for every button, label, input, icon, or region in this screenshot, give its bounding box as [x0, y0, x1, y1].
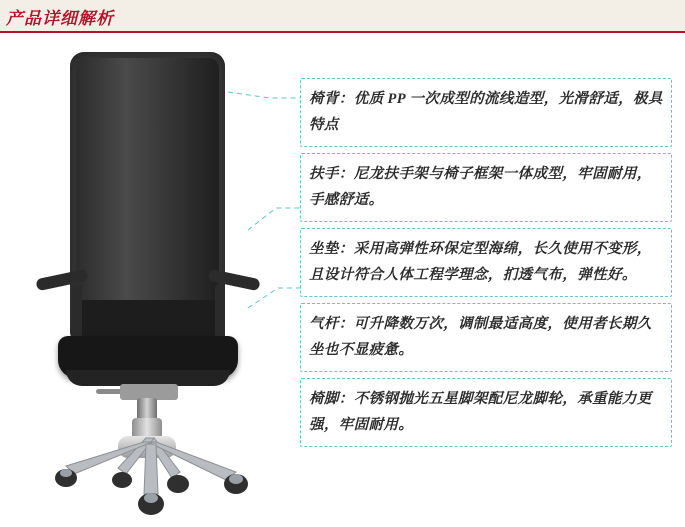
chair-back-shell: [70, 52, 225, 342]
detail-text: 气杆：可升降数万次，调制最适高度，使用者长期久坐也不显疲惫。: [309, 316, 652, 358]
detail-item-armrest: [300, 153, 672, 222]
chair-back-slats-icon: [70, 52, 225, 342]
detail-item-chair-back: [300, 78, 672, 147]
armrest-post-right: [215, 284, 225, 342]
detail-text: 坐垫：采用高弹性环保定型海绵，长久使用不变形，且设计符合人体工程学理念，扪透气布，弹性好。: [309, 241, 652, 283]
detail-item-seat-cushion: [300, 228, 672, 297]
detail-text: 椅背：优质 PP 一次成型的流线造型，光滑舒适，极具特点: [309, 91, 663, 133]
chair-base-star-icon: [30, 432, 270, 527]
office-chair-photo: [10, 42, 290, 492]
page-title: 产品详细解析: [6, 9, 114, 28]
page-header: [0, 0, 685, 36]
product-detail-list: [300, 78, 672, 453]
detail-item-gas-lift: [300, 303, 672, 372]
detail-item-chair-base: [300, 378, 672, 447]
armrest-post-left: [72, 284, 82, 342]
detail-text: 椅脚：不锈钢抛光五星脚架配尼龙脚轮，承重能力更强，牢固耐用。: [309, 391, 652, 433]
product-image: [10, 42, 290, 492]
detail-text: 扶手：尼龙扶手架与椅子框架一体成型，牢固耐用，手感舒适。: [309, 166, 652, 208]
